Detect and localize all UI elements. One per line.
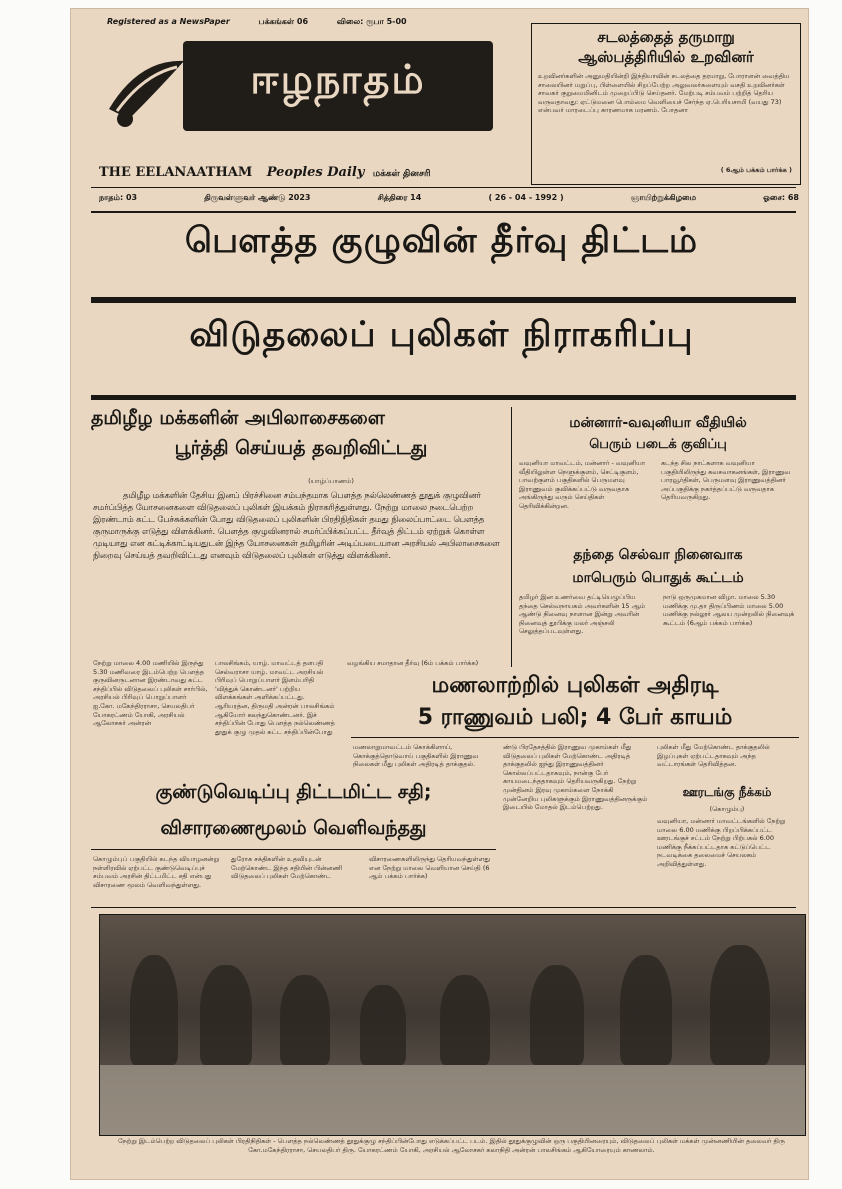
photo-figure: [620, 955, 672, 1065]
lead-byline: (யாழ்ப்பாணம்): [308, 477, 354, 485]
lead-title-2: பூர்த்தி செய்யத் தவறிவிட்டது: [174, 437, 428, 459]
sidebox-body: உறவினர்களின் அனுமதியின்றி இந்தியாவின் சடலத்தை தரமாறு, போராளன் வைத்திய சாலையினர் மறுப்பு, பிள்ளையில் சிறப்பேற்ற அலுவலர்களையும் வசதி உறவினர்கள் சாவகர் குறுமைமினிடம் முறைப்பிடு செய்தனர். மேற்படி சம்பவம் பற்றித் தெரிய வருவதாவது: ஏட்டுமனை பொம்மை வெளியைச் சேர்ந்த ஏ.பெரியசாமி (வயது 73) என்பவர் மாரடைப்பு காரணமாக மரணம். போதனா: [538, 72, 790, 115]
bomb-col-a: கொழும்புப் பகுதியில் கடந்த வியாழனன்று நள்ளிரவில் ஏற்பட்ட குண்டுவெடிப்புச் சம்பவம் அரசின் திட்டமிட்ட சதி என்பது விசாரணை மூலம் வெளிவந்துள்ளது.: [93, 855, 219, 889]
pages-count: பக்கங்கள் 06: [258, 17, 309, 26]
headline-line-2: விடுதலைப் புலிகள் நிராகரிப்பு: [189, 315, 694, 355]
lead-title-1: தமிழீழ மக்களின் அபிலாசைகளை: [91, 407, 385, 429]
selva-title-2: மாபெரும் பொதுக் கூட்டம்: [572, 570, 744, 586]
headline-rule: [91, 395, 796, 400]
day-label: ஞாயிற்றுக்கிழமை: [630, 193, 697, 202]
curfew-body: வவுனியா, மன்னார் மாவட்டங்களில் நேற்று மாலை 6.00 மணிக்கு பிறப்பிக்கப்பட்ட ஊரடங்குச் சட்டம் நேற்று பிற்பகல் 6.00 மணிக்கு நீக்கப்பட்டதாக கட்டுப்பெட்ட நடவடிக்கை தலைமைச் செயலகம் அறிவித்துள்ளது.: [657, 817, 786, 868]
curfew-byline: (கொழும்பு): [709, 805, 745, 813]
bomb-title-1: குண்டுவெடிப்பு திட்டமிட்ட சதி;: [155, 781, 432, 803]
photo-figure: [530, 965, 584, 1065]
mannar-col-b: கடந்த சில நாட்களாக வவுனியா பகுதியிலிருந்து கவசவாகனங்கள், இராணுவ பாரவூர்திகள், பெருமளவு இராணுவத்தினர் அப்பகுதிக்கு நகர்த்தப்பட்டு வருவதாக தெரியவருகிறது.: [661, 459, 791, 502]
year-label: திருவள்ளுவர் ஆண்டு 2023: [204, 193, 311, 202]
rule: [351, 737, 799, 738]
manalaru-col-a: மணலாறுமாவட்டம் கொக்கிளாய், கொக்குத்தொடுவாய் பகுதிகளில் இராணுவ நிலைகள் மீது புலிகள் அதிரடித் தாக்குதல்.: [353, 743, 479, 769]
rule: [91, 907, 796, 908]
rule: [91, 211, 796, 213]
lead-col-a: நேற்று மாலை 4.00 மணியில் இருந்து 5.30 மணிவரை இடம்பெற்ற பௌத்த குருவினருடனான இரண்டாவது கட்ட சந்திப்பில் விடுதலைப் புலிகள் சார்பில், அரசியல் பிரிவுப் பொறுப்பாளர் ஐ.கோ. மகேந்திரராசா, செயலதிபர் யோகரட்ணம் யோகி, அரசியல் ஆலோசகர் அன்ரன்: [93, 659, 208, 728]
mannar-title-1: மன்னார்-வவுனியா வீதியில்: [569, 415, 747, 431]
rule: [91, 849, 496, 850]
sidebox-headline-2: ஆஸ்பத்திரியில் உறவினர்: [578, 48, 754, 66]
selva-col-b: நாடு ஒருமுகமான விழா. மாலை 5.30 மணிக்கு மு.தா திருப்பிணம் மாலை 5.00 மணிக்கு நல்லூர் ஆலய முன்றலில் நினைவுக் கூட்டம் (6ஆம் பக்கம் பார்க்க): [663, 593, 795, 627]
photo-figure: [440, 975, 490, 1065]
newspaper-page: [70, 8, 809, 1180]
photo-caption: நேற்று இடம்பெற்ற விடுதலைப் புலிகள் பிரதிநிதிகள் - பௌத்த நல்லெண்ணத் தூதுக்குழு சந்திப்பின்போது எடுக்கப்பட்ட படம். இதில் தூதுக்குழுவின் ஒரு பகுதியினரையும், விடுதலைப் புலிகள் மக்கள் முன்னணியின் தலைவர் திரு கோ.மகேந்திரராசா, செயலதிபர் திரு. யோகரட்ணம் யோகி, அரசியல் ஆலோசகர் கலாநிதி அன்ரன் பாலசிங்கம் ஆகியோரையும் காணலாம்.: [118, 1137, 785, 1154]
month-label: சித்திரை 14: [377, 193, 422, 202]
dateline: [99, 193, 799, 203]
headline-line-1: பௌத்த குழுவின் தீர்வு திட்டம்: [184, 221, 699, 261]
date-label: ( 26 - 04 - 1992 ): [488, 193, 564, 202]
bomb-title-2: விசாரணைமூலம் வெளிவந்தது: [160, 817, 427, 839]
bomb-col-c: விசாரணைகளிலிருந்து தெரியவந்துள்ளது என நேற்று மாலை வெளியான செய்தி (6 ஆம் பக்கம் பார்க்க): [369, 855, 490, 881]
tamil-daily: மக்கள் தினசரி: [372, 169, 431, 179]
sidebox-ref: ( 6ஆம் பக்கம் பார்க்க ): [720, 166, 792, 174]
registration-line: [107, 17, 527, 27]
manalaru-title-1: மணலாற்றில் புலிகள் அதிரடி: [431, 673, 719, 698]
english-name: THE EELANAATHAM: [99, 165, 253, 180]
lead-body: தமிழீழ மக்களின் தேசிய இனப் பிரச்சினை சம்பந்தமாக பௌத்த நல்லெண்ணத் தூதுக் குழுவினர் சமர்ப்பித்த யோசனைகளை விடுதலைப் புலிகள் இயக்கம் நிராகரித்துள்ளது. நேற்று மாலை நடைபெற்ற இரண்டாம் கட்ட பேச்சுக்களின் போது விடுதலைப் புலிகளின் பிரதிநிதிகள் தமது நிலைப்பாட்டை பௌத்த குருமாருக்கு எடுத்து விளக்கினர். பௌத்த குழுவினரால் சமர்ப்பிக்கப்பட்ட தீர்வுத் திட்டம் ஏற்றுக் கொள்ள முடியாது என கட்டிக்காட்டியதுடன் இந்த யோசனைகள் தமிழரின் அடிப்படையான அரசியல் அபிலாசைகளை நிறைவு செய்யத் தவறிவிட்டது எனவும் விடுதலைப் புலிகள் எடுத்து விளக்கினர்.: [93, 490, 500, 560]
headline-rule: [91, 297, 796, 303]
curfew-title: ஊரடங்கு நீக்கம்: [682, 785, 772, 799]
rule: [91, 187, 796, 188]
manalaru-col-b: ண்டு பிரதேசத்தில் இராணுவ முகாம்கள் மீது விடுதலைப் புலிகள் மேற்கொண்ட அதிரடித் தாக்குதலில் ஐந்து இராணுவத்தினர் கொல்லப்பட்டதாகவும், நான்கு பேர் காயமடைந்ததாகவும் தெரியவருகிறது. நேற்று முன்தினம் இரவு முகாம்களை நோக்கி முன்னேறிய புலிகளுக்கும் இராணுவத்தினருக்கும் இடையில் மோதல் இடம்பெற்றது.: [503, 743, 648, 812]
number-label: ஓசை: 68: [763, 193, 799, 202]
logo-text: ஈழநாதம்: [250, 57, 426, 103]
price-label: விலை: ரூபா 5-00: [336, 17, 407, 26]
meeting-photo: [99, 914, 806, 1136]
photo-figure: [360, 985, 406, 1065]
photo-figure: [280, 975, 330, 1065]
selva-col-a: தமிழர் இன உணர்வை தட்டியெழுப்பிய தந்தை செல்வநாயகம் அவர்களின் 15 ஆம் ஆண்டு நினைவு நாளான இன்று அவரின் நினைவுத் தூபிக்கு மலர் அஞ்சலி செலுத்தப்படவுள்ளது.: [519, 593, 646, 636]
conch-logo-icon: [99, 49, 189, 139]
mannar-title-2: பெரும் படைக் குவிப்பு: [589, 437, 727, 452]
registered-text: Registered as a NewsPaper: [107, 17, 230, 26]
sidebox-headline-1: சடலத்தைத் தருமாறு: [597, 28, 735, 46]
lead-col-b: பாலசிங்கம், யாழ். மாவட்டத் தளபதி செல்வராசா யாழ். மாவட்ட அரசியல் பிரிவுப் பொறுப்பாளர் இளம்பரிதி 'வித்துக் கொண்டனர்' பற்றிய விளக்கங்கள் அளிக்கப்பட்டது. ஆரியரத்ன, திருமதி அன்ரன் பாலசிங்கம் ஆகியோர் கலந்துகொண்டனர். இச் சந்திப்பின் போது பௌத்த நல்லெண்ணத் தூதுக் குழு முதல் கட்ட சந்திப்பின்போது: [215, 659, 335, 736]
photo-table: [100, 1065, 805, 1135]
photo-figure: [200, 965, 252, 1065]
bomb-col-b: துரோக சக்திகளின் உதவியுடன் மேற்கொண்ட இந்த சதியின் பின்னணி விடுதலைப் புலிகள் மேற்கொண்ட: [231, 855, 343, 881]
lead-col-c: வழங்கிய சமாதான தீர்வு (6ம் பக்கம் பார்க்க): [347, 659, 479, 667]
mannar-col-a: வவுனியா மாவட்டம், மன்னார் - வவுனியா வீதியிலுள்ள நெளுக்குளம், செட்டிகுளம், பாவற்குளம் பகுதிகளில் பெருமளவு இராணுவம் குவிக்கப்பட்டு வருவதாக அங்கிருந்து வரும் செய்திகள் தெரிவிக்கின்றன.: [519, 459, 646, 510]
side-news-box: [531, 23, 801, 185]
manalaru-title-2: 5 ராணுவம் பலி; 4 பேர் காயம்: [417, 705, 733, 730]
manalaru-col-c: புலிகள் மீது மேற்கொண்ட தாக்குதலில் இழப்புகள் ஏற்பட்டதாகவும் அந்த வட்டாரங்கள் தெரிவித்தன.: [657, 743, 770, 769]
column-divider: [511, 407, 512, 667]
masthead-logo: [183, 41, 493, 131]
selva-title-1: தந்தை செல்வா நினைவாக: [573, 547, 743, 563]
photo-figure: [710, 945, 770, 1065]
photo-figure: [130, 955, 178, 1065]
peoples-daily: Peoples Daily: [266, 165, 365, 180]
masthead-english: [99, 165, 519, 180]
issue-number: நாதம்: 03: [99, 193, 138, 202]
